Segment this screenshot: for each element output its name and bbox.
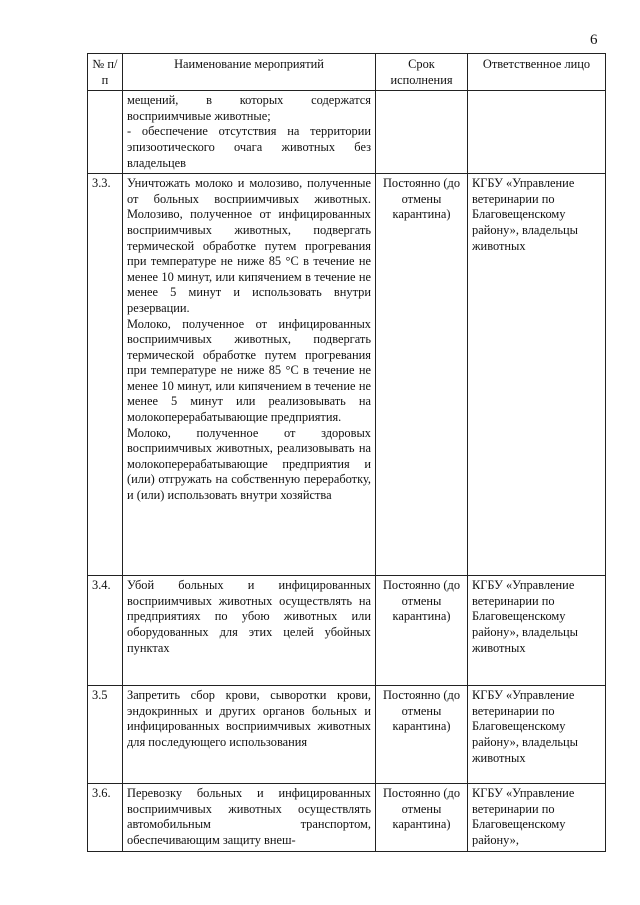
row-responsible: КГБУ «Управление ветеринарии по Благовещенскому району», владельцы животных [468, 686, 606, 784]
row-term: Постоянно (до отмены карантина) [376, 174, 468, 576]
row-num [88, 91, 123, 174]
row-name-paragraph: Перевозку больных и инфицированных восприимчивых животных осуществлять автомобильным транспортом, обеспечивающим защиту внеш- [127, 786, 371, 847]
row-term: Постоянно (до отмены карантина) [376, 576, 468, 686]
header-name: Наименование мероприятий [123, 54, 376, 91]
row-name-paragraph: Убой больных и инфицированных восприимчивых животных осуществлять на предприятиях по убою животных или оборудованных для этих целей убойных пунктах [127, 578, 371, 655]
row-num: 3.4. [88, 576, 123, 686]
header-responsible: Ответственное лицо [468, 54, 606, 91]
table-row [88, 174, 606, 576]
row-term [376, 91, 468, 174]
header-term: Срок исполнения [376, 54, 468, 91]
row-term: Постоянно (до отмены карантина) [376, 686, 468, 784]
row-responsible: КГБУ «Управление ветеринарии по Благовещенскому району», [468, 784, 606, 851]
row-name-paragraph: Молоко, полученное от инфицированных восприимчивых животных, подвергать термической обработке путем прогревания при температуре не ниже 85 °С в течение не менее 10 минут, или кипячением в течение не менее 5 минут или реализовывать на молокоперерабатывающие предприятия. [127, 316, 371, 425]
table-header-row [88, 54, 606, 91]
table-row [88, 576, 606, 686]
row-name [123, 576, 376, 686]
row-name [123, 174, 376, 576]
row-name-paragraph: - обеспечение отсутствия на территории эпизоотического очага животных без владельцев [127, 124, 371, 170]
page-number: 6 [590, 32, 598, 48]
table-row [88, 686, 606, 784]
row-name-paragraph: мещений, в которых содержатся восприимчивые животные; [127, 93, 371, 123]
table-row [88, 91, 606, 174]
row-term: Постоянно (до отмены карантина) [376, 784, 468, 851]
row-name-paragraph: Уничтожать молоко и молозиво, полученные от больных восприимчивых животных. Молозиво, полученное от инфицированных восприимчивых животных, подвергать термической обработке путем прогревания при температуре не ниже 85 °С в течение не менее 10 минут, или кипячением в течение не менее 5 минут и использовать внутри резервации. [127, 176, 371, 315]
row-name [123, 784, 376, 851]
row-name-paragraph: Молоко, полученное от здоровых восприимчивых животных, реализовывать на молокоперерабатывающие предприятия и (или) отгружать на собственную переработку, и (или) использовать внутри хозяйства [127, 425, 371, 503]
row-name-paragraph: Запретить сбор крови, сыворотки крови, эндокринных и других органов больных и инфицированных восприимчивых животных для последующего использования [127, 688, 371, 749]
row-responsible: КГБУ «Управление ветеринарии по Благовещенскому району», владельцы животных [468, 576, 606, 686]
row-name [123, 686, 376, 784]
table-row [88, 784, 606, 851]
row-responsible [468, 91, 606, 174]
row-num: 3.3. [88, 174, 123, 576]
row-num: 3.6. [88, 784, 123, 851]
row-responsible: КГБУ «Управление ветеринарии по Благовещенскому району», владельцы животных [468, 174, 606, 576]
row-num: 3.5 [88, 686, 123, 784]
measures-table [87, 53, 606, 852]
row-name [123, 91, 376, 174]
header-num: № п/п [88, 54, 123, 91]
